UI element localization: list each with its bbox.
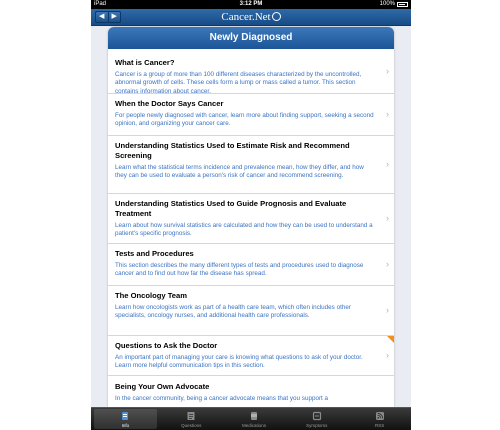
tab-rss[interactable] (348, 408, 411, 430)
chevron-right-icon: › (386, 259, 389, 269)
tab-questions[interactable] (160, 408, 223, 430)
info-icon (120, 411, 130, 421)
list-item-when-doctor-says[interactable] (108, 94, 394, 136)
item-title: Tests and Procedures (115, 249, 194, 258)
forward-arrow-icon[interactable]: ▶ (108, 12, 121, 22)
tab-symptoms[interactable] (285, 408, 348, 430)
item-title: Being Your Own Advocate (115, 382, 210, 391)
tab-label: Medications (241, 423, 266, 428)
list-item-what-is-cancer[interactable] (108, 49, 394, 94)
item-title: When the Doctor Says Cancer (115, 99, 224, 108)
list-item-statistics-prognosis[interactable] (108, 194, 394, 244)
back-arrow-icon[interactable]: ◀ (99, 13, 105, 20)
item-description: Learn about how survival statistics are calculated and how they can be used to understand a patient's specific prognosis. (115, 222, 373, 238)
rss-icon (375, 411, 385, 421)
brand-name: Cancer.Net (221, 11, 271, 23)
chevron-right-icon: › (386, 350, 389, 360)
symptoms-icon (312, 411, 322, 421)
chevron-right-icon: › (386, 109, 389, 119)
list-item-oncology-team[interactable] (108, 286, 394, 336)
chevron-right-icon: › (386, 66, 389, 76)
chevron-right-icon: › (386, 305, 389, 315)
item-description: An important part of managing your care is knowing what questions to ask of your doctor. Learn more helpful communication tips in this section. (115, 354, 363, 370)
item-description: For people newly diagnosed with cancer, learn more about finding support, seeking a second opinion, and organizing your cancer care. (115, 112, 374, 128)
list-item-own-advocate[interactable] (108, 376, 394, 407)
item-description: Learn what the statistical terms incidence and prevalence mean, how they differ, and how they can be used to evaluate a person's risk of cancer and recommend screening. (115, 164, 364, 180)
ipad-screen (91, 0, 411, 430)
item-title: Questions to Ask the Doctor (115, 341, 218, 350)
item-description: This section describes the many different types of tests and procedures used to diagnose cancer and to find out how far the disease has spread. (115, 262, 364, 278)
cancer-net-logo (91, 11, 411, 24)
navigation-bar (91, 9, 411, 26)
list-item-statistics-risk[interactable] (108, 136, 394, 194)
tab-label: Symptoms (306, 423, 328, 428)
tab-bar (91, 407, 411, 430)
battery-icon (397, 2, 408, 7)
page-title: Newly Diagnosed (108, 27, 394, 49)
tab-label: RSS (374, 423, 385, 428)
item-description: Learn how oncologists work as part of a health care team, which often includes other specialists, oncology nurses, and additional health care professionals. (115, 304, 351, 320)
status-bar (91, 0, 411, 9)
clock: 3:12 PM (239, 1, 263, 7)
battery-percent: 100% (379, 1, 395, 7)
item-title: What is Cancer? (115, 58, 175, 67)
tab-label: Info (121, 423, 130, 428)
item-title: Understanding Statistics Used to Guide Prognosis and Evaluate Treatment (115, 199, 347, 218)
carrier-label: iPad (94, 1, 107, 7)
new-badge-corner (387, 336, 394, 343)
logo-swirl-icon (272, 12, 281, 21)
content-card (108, 27, 394, 407)
medications-icon (249, 411, 259, 421)
item-title: The Oncology Team (115, 291, 188, 300)
item-description: In the cancer community, being a cancer advocate means that you support a (115, 395, 329, 402)
item-title: Understanding Statistics Used to Estimate Risk and Recommend Screening (115, 141, 350, 160)
list-item-tests-procedures[interactable] (108, 244, 394, 286)
tab-medications[interactable] (223, 408, 286, 430)
tab-info[interactable] (94, 409, 157, 429)
item-description: Cancer is a group of more than 100 different diseases characterized by the uncontrolled, abnormal growth of cells. These cells form a lump or mass called a tumor. This section contains information about cancer. (115, 71, 362, 95)
chevron-right-icon: › (386, 213, 389, 223)
chevron-right-icon: › (386, 159, 389, 169)
list-item-questions-doctor[interactable] (108, 336, 394, 376)
questions-icon (186, 411, 196, 421)
tab-label: Questions (181, 423, 202, 428)
